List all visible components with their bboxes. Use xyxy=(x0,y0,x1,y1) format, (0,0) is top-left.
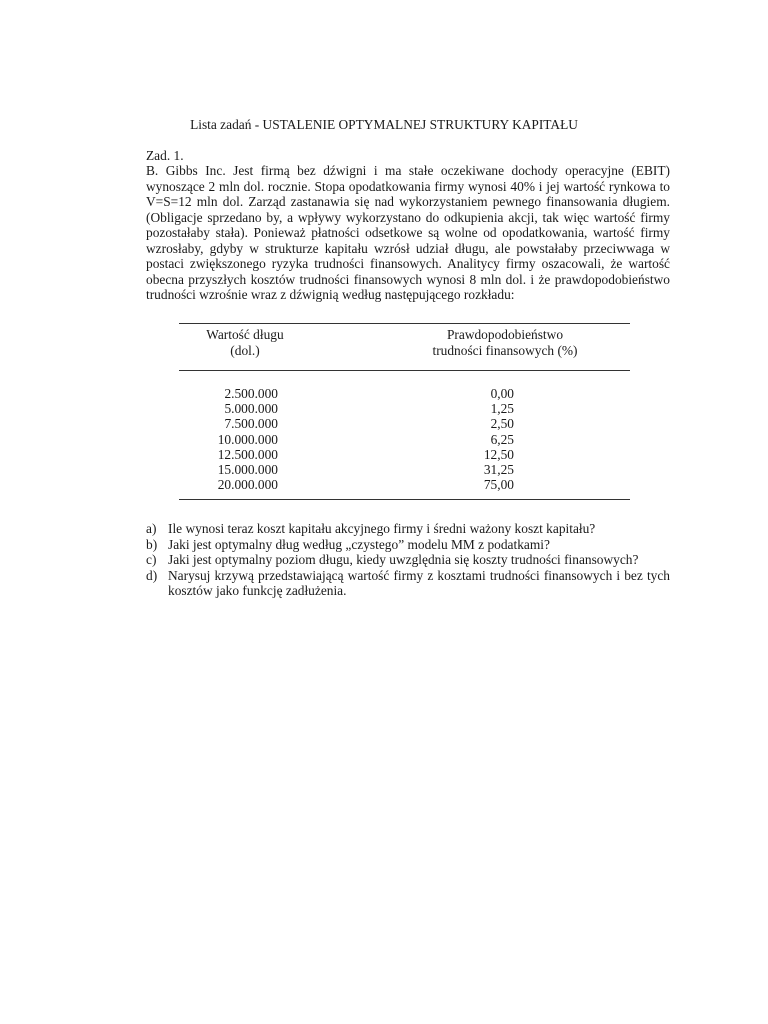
question-item xyxy=(146,521,670,537)
debt-cell: 12.500.000 xyxy=(217,446,278,462)
question-item xyxy=(146,552,670,568)
question-text: Ile wynosi teraz koszt kapitału akcyjnego firmy i średni ważony koszt kapitału? xyxy=(168,521,596,536)
question-marker: a) xyxy=(146,521,157,536)
probability-cell: 31,25 xyxy=(483,461,514,477)
question-list xyxy=(146,521,670,599)
debt-cell: 20.000.000 xyxy=(217,477,278,493)
table-row xyxy=(179,432,630,447)
table-row xyxy=(179,401,630,416)
question-marker: c) xyxy=(146,552,157,567)
table-row xyxy=(179,447,630,462)
probability-cell: 75,00 xyxy=(483,477,514,493)
probability-cell: 0,00 xyxy=(490,386,514,401)
table-row xyxy=(179,462,630,477)
table-header-rule xyxy=(179,370,630,371)
page-title: Lista zadań - USTALENIE OPTYMALNEJ STRUKTURY KAPITAŁU xyxy=(190,117,578,132)
question-item xyxy=(146,568,670,599)
debt-cell: 15.000.000 xyxy=(217,461,278,477)
header-debt-line2: (dol.) xyxy=(230,342,260,358)
debt-cell: 7.500.000 xyxy=(224,416,278,432)
table-row xyxy=(179,477,630,492)
task-text: B. Gibbs Inc. Jest firmą bez dźwigni i ma stałe oczekiwane dochody operacyjne (EBIT) wynoszące 2 mln dol. rocznie. Stopa opodatkowania firmy wynosi 40% i jej wartość rynkowa to V=S=12 mln dol. Zarząd zastanawia się nad wykorzystaniem pewnego finansowania długiem. (Obligacje sprzedano by, a wpływy wykorzystano do odkupienia akcji, tak więc wartość firmy pozostałaby stała). Ponieważ płatności odsetkowe są wolne od opodatkowania, wartość firmy wzrosłaby, gdyby w strukturze kapitału wzrósł udział długu, ale powstałaby przeciwwaga w postaci zwiększonego ryzyka trudności finansowych. Analitycy firmy oszacowali, że wartość obecna przyszłych kosztów trudności finansowych wynosi 8 mln dol. i że prawdopodobieństwo trudności wzrośnie wraz z dźwignią według następującego rozkładu: xyxy=(146,163,670,302)
question-text: Jaki jest optymalny dług według „czystego” modelu MM z podatkami? xyxy=(168,536,550,552)
table-header-probability xyxy=(395,327,615,358)
question-marker: d) xyxy=(146,567,158,583)
question-text: Jaki jest optymalny poziom długu, kiedy uwzględnia się koszty trudności finansowych? xyxy=(168,552,639,567)
table-row xyxy=(179,386,630,401)
question-marker: b) xyxy=(146,536,158,552)
question-text: Narysuj krzywą przedstawiającą wartość firmy z kosztami trudności finansowych i bez tych kosztów jako funkcję zadłużenia. xyxy=(168,567,670,598)
table-header-debt xyxy=(180,327,310,358)
header-debt-line1: Wartość długu xyxy=(206,327,284,342)
probability-cell: 1,25 xyxy=(490,401,514,417)
debt-cell: 10.000.000 xyxy=(217,431,278,447)
table-top-rule xyxy=(179,323,630,324)
probability-cell: 6,25 xyxy=(490,431,514,447)
table-row xyxy=(179,416,630,431)
question-item xyxy=(146,537,670,553)
debt-cell: 5.000.000 xyxy=(224,401,278,417)
table-body xyxy=(179,386,630,492)
table-bottom-rule xyxy=(179,499,630,500)
task-label: Zad. 1. xyxy=(146,148,184,163)
debt-cell: 2.500.000 xyxy=(224,386,278,401)
probability-cell: 12,50 xyxy=(483,446,514,462)
header-probability-line1: Prawdopodobieństwo xyxy=(446,327,564,342)
probability-cell: 2,50 xyxy=(490,416,514,432)
header-probability-line2: trudności finansowych (%) xyxy=(432,342,578,358)
